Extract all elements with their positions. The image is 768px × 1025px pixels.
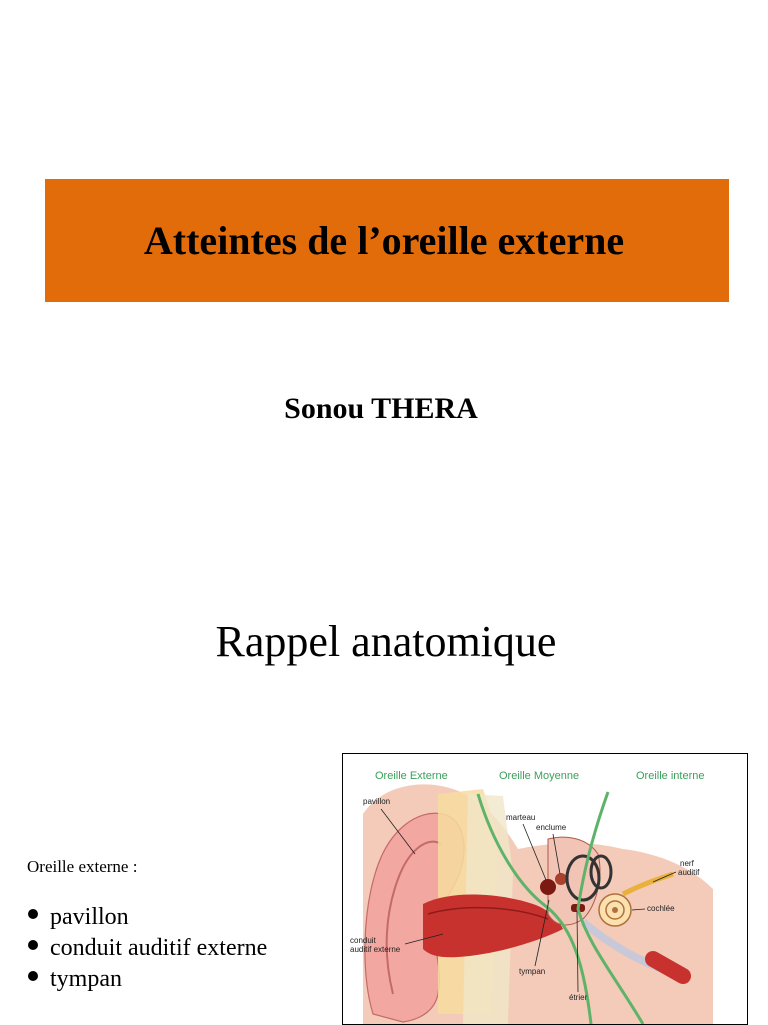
ear-anatomy-figure [342,753,748,1025]
bullet-icon [28,971,38,981]
label-nerf: nerf [680,859,694,868]
ear-anatomy-illustration [343,754,747,1024]
list-item: pavillon [28,902,267,933]
label-etrier: étrier [569,993,588,1002]
title-band [45,179,729,302]
label-enclume: enclume [536,823,567,832]
header-outer-ear: Oreille Externe [375,770,448,782]
bullet-icon [28,909,38,919]
intro-text: Oreille externe : [27,857,138,876]
list-item: conduit auditif externe [28,933,267,964]
slide-title: Atteintes de l’oreille externe [143,218,625,263]
malleus [540,879,556,895]
header-middle-ear: Oreille Moyenne [499,770,580,782]
header-inner-ear: Oreille interne [636,770,705,782]
label-conduit: conduit [350,936,376,945]
bullet-list [28,902,267,995]
author-name: Sonou THERA [284,392,478,425]
label-tympan: tympan [519,967,546,976]
label-auditif: auditif [678,868,700,877]
list-item: tympan [28,964,267,995]
section-title: Rappel anatomique [215,617,557,666]
bullet-icon [28,940,38,950]
label-cochlee: cochlée [647,904,675,913]
label-marteau: marteau [506,813,536,822]
label-pavillon: pavillon [363,797,391,806]
label-auditif-externe: auditif externe [350,945,401,954]
